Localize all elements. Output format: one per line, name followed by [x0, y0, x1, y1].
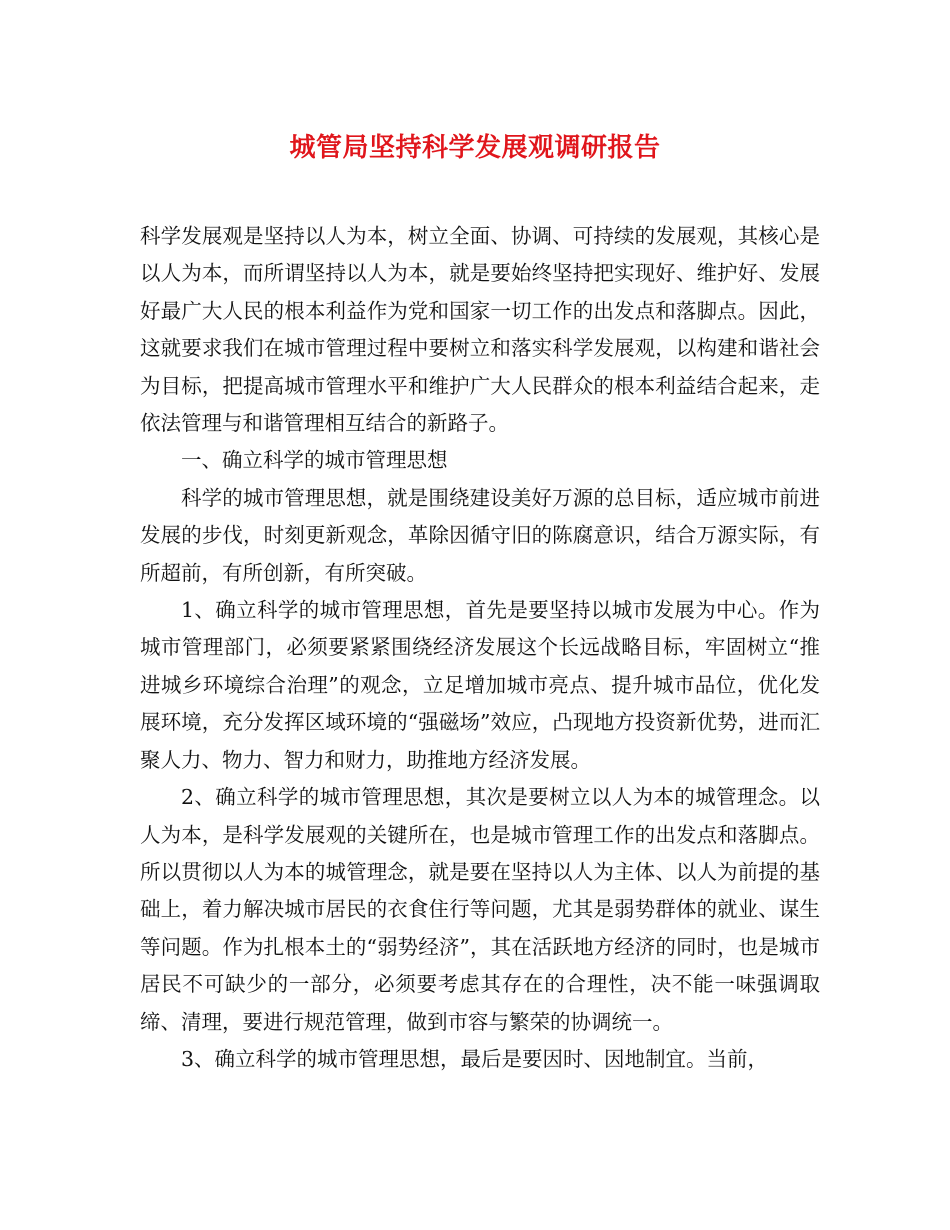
- paragraph-intro: 科学发展观是坚持以人为本，树立全面、协调、可持续的发展观，其核心是以人为本，而所谓坚持以人为本，就是要始终坚持把实现好、维护好、发展好最广大人民的根本利益作为党和国家一切工作的出发点和落脚点。因此，这就要求我们在城市管理过程中要树立和落实科学发展观，以构建和谐社会为目标，把提高城市管理水平和维护广大人民群众的根本利益结合起来，走依法管理与和谐管理相互结合的新路子。: [140, 224, 820, 436]
- paragraph-section-1: 科学的城市管理思想，就是围绕建设美好万源的总目标，适应城市前进发展的步伐，时刻更新观念，革除因循守旧的陈腐意识，结合万源实际，有所超前，有所创新，有所突破。: [140, 485, 820, 585]
- document-title: 城管局坚持科学发展观调研报告: [289, 133, 661, 163]
- section-heading-1: 一、确立科学的城市管理思想: [181, 448, 448, 473]
- paragraph-point-3: 3、确立科学的城市管理思想，最后是要因时、因地制宜。当前，: [181, 1046, 769, 1071]
- paragraph-point-2: 2、确立科学的城市管理思想，其次是要树立以人为本的城管理念。以人为本，是科学发展观的关键所在，也是城市管理工作的出发点和落脚点。所以贯彻以人为本的城管理念，就是要在坚持以人为主体、以人为前提的基础上，着力解决城市居民的衣食住行等问题，尤其是弱势群体的就业、谋生等问题。作为扎根本土的“弱势经济”，其在活跃地方经济的同时，也是城市居民不可缺少的一部分，必须要考虑其存在的合理性，决不能一味强调取缔、清理，要进行规范管理，做到市容与繁荣的协调统一。: [140, 785, 820, 1034]
- document-body: [140, 218, 820, 1078]
- paragraph-point-1: 1、确立科学的城市管理思想，首先是要坚持以城市发展为中心。作为城市管理部门，必须要紧紧围绕经济发展这个长远战略目标，牢固树立“推进城乡环境综合治理”的观念，立足增加城市亮点、提升城市品位，优化发展环境，充分发挥区域环境的“强磁场”效应，凸现地方投资新优势，进而汇聚人力、物力、智力和财力，助推地方经济发展。: [140, 598, 820, 772]
